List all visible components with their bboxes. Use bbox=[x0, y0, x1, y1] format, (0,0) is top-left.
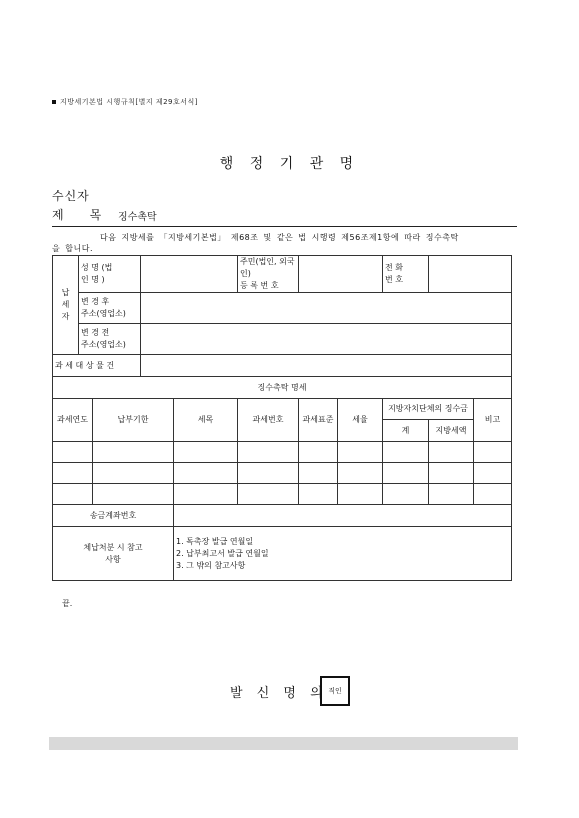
table-cell[interactable] bbox=[338, 484, 383, 505]
tax-object-label: 과 세 대 상 물 건 bbox=[53, 355, 141, 377]
table-cell[interactable] bbox=[474, 442, 512, 463]
col-local-collection-group: 지방자치단체의 징수금 bbox=[383, 399, 474, 420]
table-cell[interactable] bbox=[53, 484, 93, 505]
subject-label-first: 제 bbox=[52, 208, 64, 222]
recipient-label: 수신자 bbox=[52, 189, 90, 203]
col-tax-year: 과세연도 bbox=[53, 399, 93, 442]
address-after-label: 변 경 후 주소(영업소) bbox=[79, 293, 141, 324]
address-before-value[interactable] bbox=[141, 324, 512, 355]
table-cell[interactable] bbox=[174, 442, 238, 463]
table-cell[interactable] bbox=[299, 484, 338, 505]
reference-item-1: 1. 독촉장 발급 연월일 bbox=[176, 536, 254, 546]
col-local-tax-amount: 지방세액 bbox=[429, 420, 474, 442]
reference-label: 체납처분 시 참고 사항 bbox=[53, 527, 174, 581]
table-cell[interactable] bbox=[53, 442, 93, 463]
reference-items bbox=[174, 527, 512, 581]
taxpayer-group-label: 납 세 자 bbox=[53, 256, 79, 355]
table-cell[interactable] bbox=[299, 442, 338, 463]
taxpayer-id-value[interactable] bbox=[299, 256, 383, 293]
table-cell[interactable] bbox=[93, 484, 174, 505]
col-tax-base: 과세표준 bbox=[299, 399, 338, 442]
table-cell[interactable] bbox=[474, 463, 512, 484]
table-cell[interactable] bbox=[429, 442, 474, 463]
collection-request-table bbox=[52, 255, 512, 581]
end-mark: 끝. bbox=[62, 599, 73, 608]
table-cell[interactable] bbox=[429, 484, 474, 505]
seal-label: 직인 bbox=[328, 687, 342, 695]
intro-line-2: 을 합니다. bbox=[52, 244, 93, 253]
bank-account-value[interactable] bbox=[174, 505, 512, 527]
subject-value: 징수촉탁 bbox=[118, 212, 157, 223]
sender-name: 발 신 명 의 bbox=[230, 686, 328, 701]
header-divider bbox=[52, 226, 517, 227]
reference-item-3: 3. 그 밖의 참고사항 bbox=[176, 560, 246, 570]
table-cell[interactable] bbox=[383, 484, 429, 505]
table-cell[interactable] bbox=[238, 463, 299, 484]
col-tax-number: 과세번호 bbox=[238, 399, 299, 442]
official-seal-box bbox=[320, 676, 350, 706]
subject-label bbox=[52, 206, 101, 223]
address-before-label: 변 경 전 주소(영업소) bbox=[79, 324, 141, 355]
col-tax-rate: 세율 bbox=[338, 399, 383, 442]
form-reference-text: 지방세기본법 시행규칙[별지 제29호서식] bbox=[60, 98, 199, 106]
table-cell[interactable] bbox=[299, 463, 338, 484]
col-tax-item: 세목 bbox=[174, 399, 238, 442]
taxpayer-id-label: 주민(법인, 외국인) 등 록 번 호 bbox=[238, 256, 299, 293]
table-cell[interactable] bbox=[93, 442, 174, 463]
table-cell[interactable] bbox=[174, 463, 238, 484]
table-cell[interactable] bbox=[429, 463, 474, 484]
col-due-date: 납부기한 bbox=[93, 399, 174, 442]
table-row bbox=[53, 463, 512, 484]
taxpayer-phone-value[interactable] bbox=[429, 256, 512, 293]
table-cell[interactable] bbox=[53, 463, 93, 484]
col-note: 비고 bbox=[474, 399, 512, 442]
taxpayer-name-value[interactable] bbox=[141, 256, 238, 293]
taxpayer-phone-label: 전 화 번 호 bbox=[383, 256, 429, 293]
table-cell[interactable] bbox=[174, 484, 238, 505]
reference-item-2: 2. 납부최고서 발급 연월일 bbox=[176, 548, 269, 558]
table-cell[interactable] bbox=[474, 484, 512, 505]
agency-title: 행 정 기 관 명 bbox=[219, 156, 360, 172]
table-cell[interactable] bbox=[93, 463, 174, 484]
table-cell[interactable] bbox=[338, 463, 383, 484]
table-cell[interactable] bbox=[238, 484, 299, 505]
footer-bar bbox=[49, 737, 518, 750]
address-after-value[interactable] bbox=[141, 293, 512, 324]
detail-title: 징수촉탁 명세 bbox=[53, 377, 512, 399]
table-cell[interactable] bbox=[383, 442, 429, 463]
table-cell[interactable] bbox=[238, 442, 299, 463]
form-reference bbox=[52, 97, 198, 107]
square-bullet-icon bbox=[52, 100, 56, 104]
table-row bbox=[53, 442, 512, 463]
table-cell[interactable] bbox=[383, 463, 429, 484]
tax-object-value[interactable] bbox=[141, 355, 512, 377]
subject-label-second: 목 bbox=[89, 208, 102, 222]
taxpayer-name-label: 성 명 (법 인 명 ) bbox=[79, 256, 141, 293]
table-cell[interactable] bbox=[338, 442, 383, 463]
bank-account-label: 송금계좌번호 bbox=[53, 505, 174, 527]
col-total: 계 bbox=[383, 420, 429, 442]
intro-line-1: 다음 지방세를 「지방세기본법」 제68조 및 같은 법 시행령 제56조제1항에 따라 징수촉탁 bbox=[100, 233, 459, 242]
table-row bbox=[53, 484, 512, 505]
